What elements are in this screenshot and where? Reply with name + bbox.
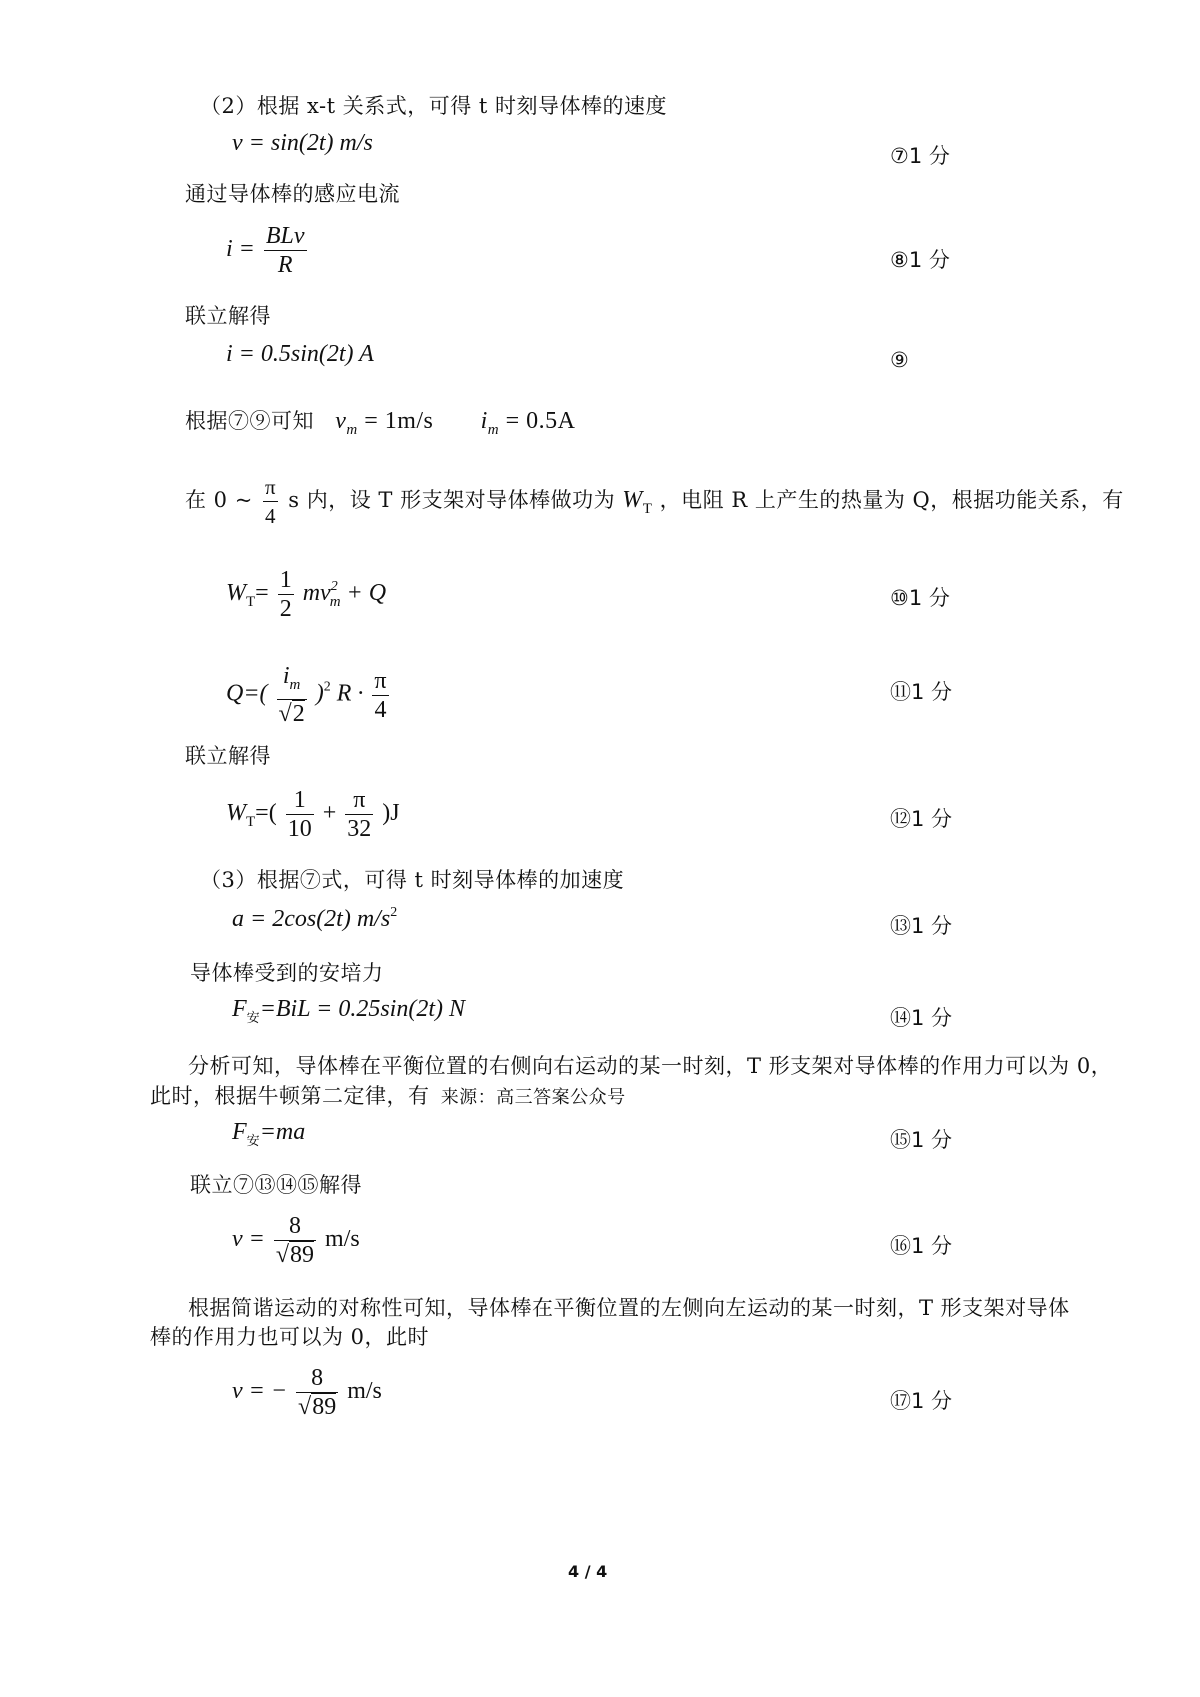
score-13: ⑬1 分 — [890, 914, 953, 938]
equation-7: v = sin(2t) m/s — [232, 130, 373, 156]
part3-intro: （3）根据⑦式，可得 t 时刻导体棒的加速度 — [200, 868, 625, 892]
score-12: ⑫1 分 — [890, 807, 953, 831]
solve-1: 联立解得 — [185, 304, 271, 328]
score-17: ⑰1 分 — [890, 1389, 953, 1413]
score-8: ⑧1 分 — [890, 248, 950, 272]
solve-2: 联立解得 — [185, 744, 271, 768]
equation-9: i = 0.5sin(2t) A — [226, 341, 374, 367]
equation-13: a = 2cos(2t) $m/s^2$ — [232, 905, 398, 932]
analysis-line-1: 分析可知，导体棒在平衡位置的右侧向右运动的某一时刻，T 形支架对导体棒的作用力可以为 0， — [188, 1054, 1113, 1078]
score-9: ⑨ — [890, 348, 909, 372]
score-15: ⑮1 分 — [890, 1128, 953, 1152]
force-intro: 导体棒受到的安培力 — [190, 961, 384, 985]
page-number: 4 / 4 — [568, 1562, 608, 1581]
equation-14: $F_安=BiL = 0.25\sin(2t)$ N — [232, 996, 465, 1026]
energy-intro: 在 0 ~ $\frac{\pi}{4}$ s 内，设 T 形支架对导体棒做功为 $W_T$ ，电阻 R 上产生的热量为 Q，根据功能关系，有 — [185, 475, 1124, 528]
equation-8: i = $\frac{\text{BLv}}{R}$ — [226, 223, 305, 278]
solve-3: 联立⑦⑬⑭⑮解得 — [190, 1173, 362, 1197]
score-16: ⑯1 分 — [890, 1234, 953, 1258]
part2-intro: （2）根据 x-t 关系式，可得 t 时刻导体棒的速度 — [200, 94, 668, 118]
analysis-line-2: 此时，根据牛顿第二定律，有 来源：高三答案公众号 — [150, 1084, 626, 1108]
equation-15: $F_安=ma$ — [232, 1119, 306, 1149]
equation-17: v = − $\frac{8}{√89}$ m/s — [232, 1365, 382, 1420]
equation-16: v = $\frac{8}{√89}$ m/s — [232, 1213, 360, 1268]
equation-12: $W_T=$( $\frac{1}{10}$ + $\frac{\pi}{32}$ )J — [226, 787, 400, 842]
score-14: ⑭1 分 — [890, 1006, 953, 1030]
equation-10: $W_T=$ $\frac{1}{2}$ $mv^2_m + Q$ — [226, 567, 387, 622]
known-values: 根据⑦⑨可知 $v_m = 1m/s$ $i_m = 0.5A$ — [185, 408, 576, 438]
symmetry-line-2: 棒的作用力也可以为 0，此时 — [150, 1325, 430, 1349]
symmetry-line-1: 根据简谐运动的对称性可知，导体棒在平衡位置的左侧向左运动的某一时刻，T 形支架对导体 — [188, 1296, 1070, 1320]
score-7: ⑦1 分 — [890, 144, 950, 168]
score-10: ⑩1 分 — [890, 586, 950, 610]
score-11: ⑪1 分 — [890, 680, 953, 704]
equation-11: Q=( $\frac{i_m}{√2}$ )$^2$ R · $\frac{\pi}{4}$ — [226, 663, 387, 727]
current-intro: 通过导体棒的感应电流 — [185, 182, 400, 206]
